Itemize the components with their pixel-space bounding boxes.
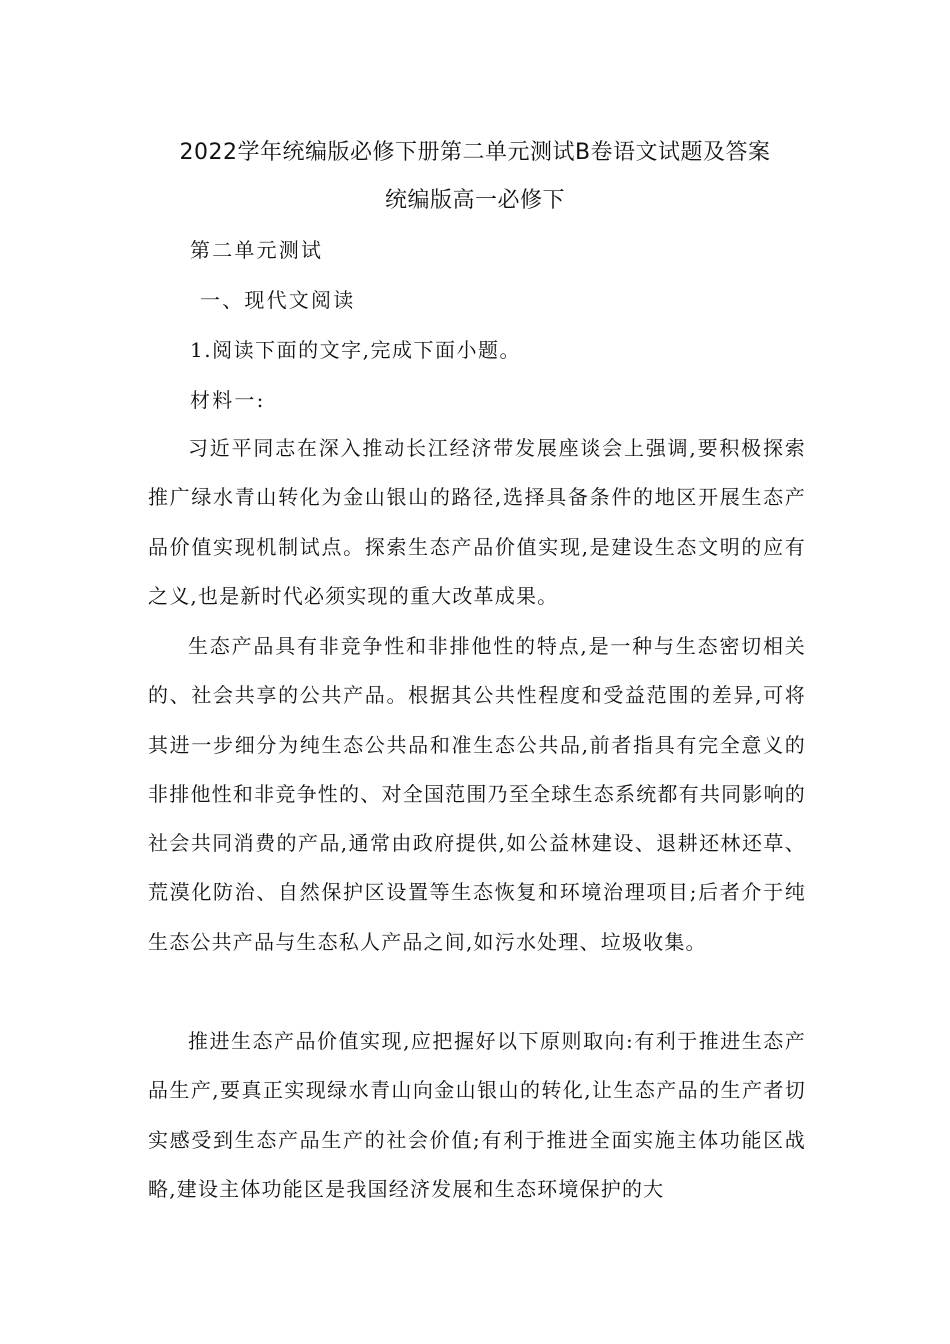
section-heading: 一、现代文阅读	[200, 288, 356, 312]
unit-heading: 第二单元测试	[190, 238, 324, 262]
material-label: 材料一:	[190, 388, 266, 412]
paragraph-1: 习近平同志在深入推动长江经济带发展座谈会上强调,要积极探索推广绿水青山转化为金山银山的路径,选择具备条件的地区开展生态产品价值实现机制试点。探索生态产品价值实现,是建设生态文明的应有之义,也是新时代必须实现的重大改革成果。	[148, 436, 806, 608]
paragraph-3: 推进生态产品价值实现,应把握好以下原则取向:有利于推进生态产品生产,要真正实现绿水青山向金山银山的转化,让生态产品的生产者切实感受到生态产品生产的社会价值;有利于推进全面实施主体功能区战略,建设主体功能区是我国经济发展和生态环境保护的大	[148, 1029, 806, 1201]
question-prompt: 1.阅读下面的文字,完成下面小题。	[190, 338, 521, 362]
paragraph-2: 生态产品具有非竞争性和非排他性的特点,是一种与生态密切相关的、社会共享的公共产品。根据其公共性程度和受益范围的差异,可将其进一步细分为纯生态公共品和准生态公共品,前者指具有完全意义的非排他性和非竞争性的、对全国范围乃至全球生态系统都有共同影响的社会共同消费的产品,通常由政府提供,如公益林建设、退耕还林还草、荒漠化防治、自然保护区设置等生态恢复和环境治理项目;后者介于纯生态公共产品与生态私人产品之间,如污水处理、垃圾收集。	[148, 634, 806, 954]
document-subtitle: 统编版高一必修下	[384, 188, 565, 213]
document-title: 2022学年统编版必修下册第二单元测试B卷语文试题及答案	[179, 140, 771, 165]
